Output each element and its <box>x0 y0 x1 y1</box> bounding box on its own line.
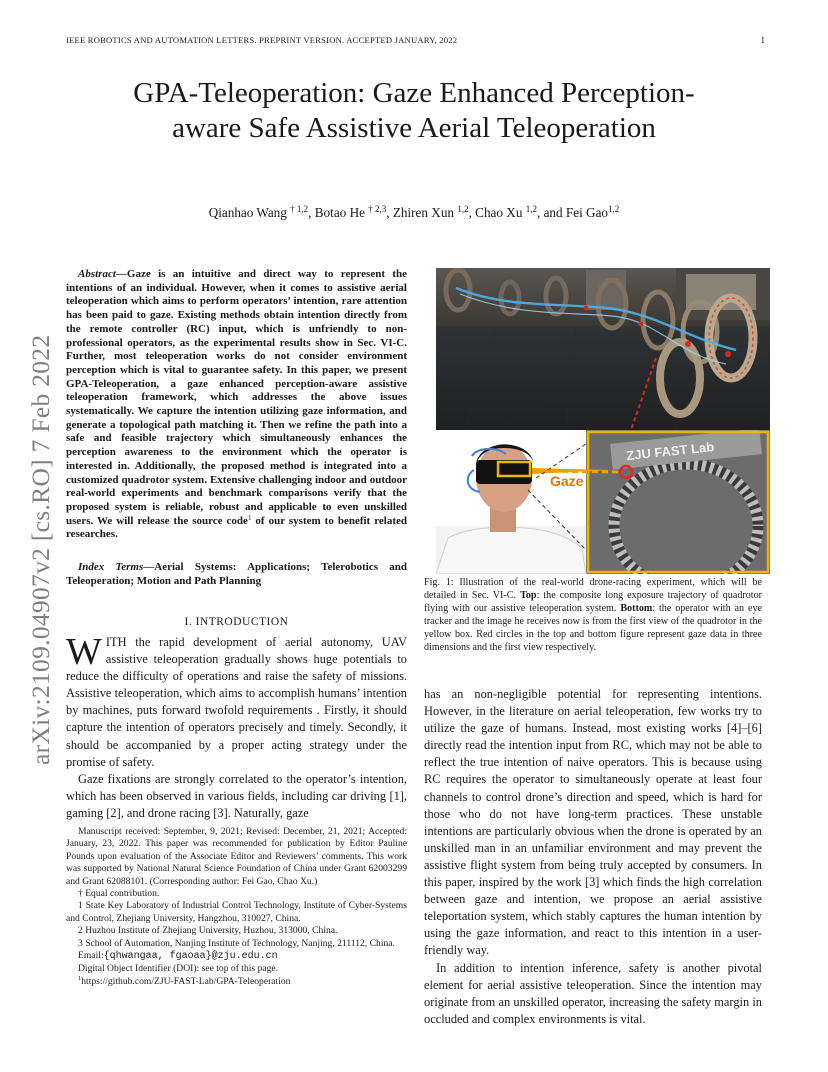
running-header: IEEE ROBOTICS AND AUTOMATION LETTERS. PREPRINT VERSION. ACCEPTED JANUARY, 2022 <box>66 35 458 45</box>
manuscript-note: Manuscript received: September, 9, 2021; Revised: December, 21, 2021; Accepted: January, 23, 2022. This paper was recommended for publication by Editor Pauline Pounds upon evaluation of the Associate Editor and Reviewers’ comments. This work was supported by National Natural Science Foundation of China under Grant 62003299 and Grant 62088101. (Corresponding author: Fei Gao, Chao Xu.) <box>66 826 407 887</box>
caption-bottom-label: Bottom <box>620 603 653 614</box>
email-address[interactable]: {qhwangaa, fgaoaa}@zju.edu.cn <box>103 951 278 963</box>
arxiv-identifier: arXiv:2109.04907v2 [cs.RO] 7 Feb 2022 <box>26 334 55 765</box>
operator-photo <box>436 430 770 574</box>
index-terms <box>66 561 407 588</box>
abstract-label: Abstract <box>78 268 116 280</box>
figure-1 <box>436 268 770 574</box>
right-column-body <box>424 686 762 1028</box>
author-name: Botao He <box>314 205 365 220</box>
intro-text-1: ITH the rapid development of aerial autonomy, UAV assistive teleoperation gradually shows huge potentials to reduce the difficulty of operations and raise the safety of missions. Assistive teleoperation, which aims to accomplish humans’ intention by machines, puts forward twofold requirements . Firstly, it should capture the intention of operators precisely and timely. Secondly, it should be accompanied by a proper acting strategy under the promise of safety. <box>66 635 407 769</box>
equal-contribution-note: † Equal contribution. <box>78 888 160 900</box>
intro-body <box>66 631 407 822</box>
banner-text: ZJU FAST Lab <box>625 439 715 464</box>
section-heading: I. INTRODUCTION <box>184 616 289 628</box>
author-list: Qianhao Wang $^{\dagger 1,2}$, Botao He $^{\dagger 2,3}$, Zhiren Xun $^{1,2}$, Chao Xu $^{1,2}$, and Fei Gao$^{1,2}$ <box>208 204 620 220</box>
author-name: Zhiren Xun <box>392 205 455 220</box>
index-terms-label: Index Terms <box>78 561 144 573</box>
code-url-link[interactable]: https://github.com/ZJU-FAST-Lab/GPA-Teleoperation <box>81 975 291 987</box>
caption-lead: Fig. 1: Illustration of the real-world drone-racing experiment, which will be detailed in Sec. VI-C. <box>424 577 762 601</box>
paper-title: GPA-Teleoperation: Gaze Enhanced Perception-aware Safe Assistive Aerial Teleoperation <box>133 77 695 144</box>
caption-top-label: Top <box>520 590 537 601</box>
gaze-label: Gaze <box>550 473 584 489</box>
caption-top: : the composite long exposure trajectory of quadrotor flying with our assistive teleoperation system. <box>424 590 762 614</box>
intro-paragraph-1 <box>66 631 407 771</box>
footnotes <box>66 826 407 988</box>
author-name: Qianhao Wang <box>208 205 287 220</box>
trajectory-photo <box>436 268 770 430</box>
email-label: Email: <box>78 950 104 962</box>
intro-paragraph-2: Gaze fixations are strongly correlated to the operator’s intention, which has been observed in various fields, including car driving [1], gaming [2], and drone racing [3]. Naturally, gaze <box>66 771 407 820</box>
footnote-mark: 1 <box>78 974 82 982</box>
author-affiliation: 1,2 <box>457 204 469 214</box>
page-number: 1 <box>760 35 765 45</box>
body-paragraph-2: In addition to intention inference, safety is another pivotal element for aerial assistive teleoperation. Since the intention may originate from an unskilled operator, increasing the safety margin in occluded and complex environments is vital. <box>424 960 762 1026</box>
drop-cap: W <box>66 631 102 673</box>
affiliation-3: 3 School of Automation, Nanjing Institute of Technology, Nanjing, 211112, China. <box>78 937 395 949</box>
footnote-mark: 1 <box>247 513 252 522</box>
abstract <box>66 268 407 542</box>
author-affiliation: † 2,3 <box>368 204 387 214</box>
body-paragraph-1: has an non-negligible potential for representing intentions. However, in the literature on aerial teleoperation, few works try to utilize the gaze of humans. Instead, most existing works [4]–[6] directly read the intention input from RC, which may not be able to reflect the true intention of naive operators. This is because using RC requires the operator to simultaneously operate at least four channels to control drone’s direction and speed, which is hard for those who do not have long-term practices. These unstable intentions are particularly obvious when the drone is operated by an unskilled man in an unfamiliar environment and may prevent the assistive flight system from being truly accepted by consumers. In this paper, inspired by the work [3] which finds the high correlation between gaze and intention, we propose an aerial assistive teleportation system, which stably captures the human intention by using the gaze information, and react to this intention in a user-friendly way. <box>424 687 762 958</box>
trajectory-photo-graphic <box>436 268 770 430</box>
caption-bottom: : the operator with an eye tracker and the image he receives now is from the first view of the quadrotor in the yellow box. Red circles in the top and bottom figure represent gaze data in three dimensions and the first view respectively. <box>424 603 762 653</box>
doi-note: Digital Object Identifier (DOI): see top of this page. <box>78 963 279 975</box>
operator-photo-graphic <box>436 430 770 574</box>
author-affiliation: 1,2 <box>525 204 537 214</box>
abstract-text: —Gaze is an intuitive and direct way to represent the intentions of an individual. However, when it comes to assistive aerial teleoperation which aims to perform operators’ intention, rare attention has been paid to gaze. Existing methods obtain intention directly from the remote controller (RC) input, which is unfriendly to non-professional operators, as the experimental results show in Sec. VI-C. Further, most teleoperation works do not consider environment perception which is vital to guarantee safety. In this paper, we present GPA-Teleoperation, a gaze enhanced perception-aware assistive teleoperation framework, which addresses the above issues systematically. We capture the intention utilizing gaze information, and generate a topological path matching it. Then we refine the path into a safe and feasible trajectory which simultaneously enhances the perception awareness to the environment which the operator is interested in. Additionally, the proposed method is integrated into a customized quadrotor system. Extensive challenging indoor and outdoor real-world experiments and benchmark comparisons verify that the proposed system is reliable, robust and applicable to even unskilled users. We will release the source code <box>66 268 407 527</box>
email-line <box>66 950 407 963</box>
author-name: Fei Gao <box>565 205 609 220</box>
author-affiliation: † 1,2 <box>290 204 309 214</box>
abstract-text-end: of our system to benefit related researches. <box>66 514 407 541</box>
affiliation-2: 2 Huzhou Institute of Zhejiang University, Huzhou, 313000, China. <box>78 925 338 937</box>
figure-caption <box>424 576 762 654</box>
affiliation-1: 1 State Key Laboratory of Industrial Control Technology, Institute of Cyber-Systems and Control, Zhejiang University, Hangzhou, 310027, China. <box>66 900 407 924</box>
index-terms-text: —Aerial Systems: Applications; Telerobotics and Teleoperation; Motion and Path Planning <box>66 561 407 587</box>
code-url-note <box>66 976 407 988</box>
author-affiliation: 1,2 <box>608 204 620 214</box>
author-name: Chao Xu <box>475 205 523 220</box>
